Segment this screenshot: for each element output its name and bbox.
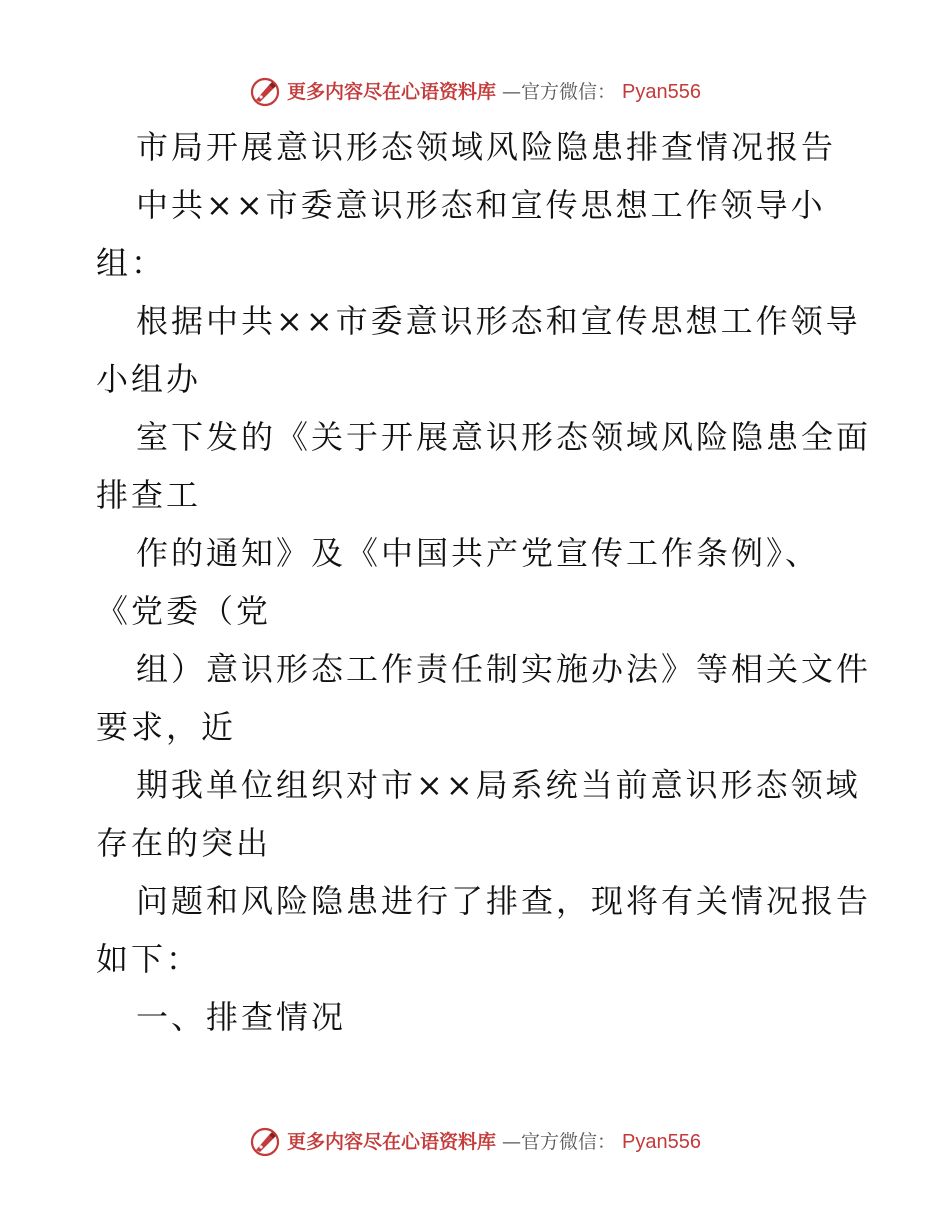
text-line: 期我单位组织对市××局系统当前意识形态领域: [136, 766, 861, 804]
text-line: 排查工: [96, 476, 202, 514]
text-line: 《党委（党: [96, 592, 272, 630]
watermark-wechat-id: Pyan556: [622, 1131, 701, 1153]
text-line: 组）意识形态工作责任制实施办法》等相关文件: [136, 650, 872, 688]
watermark-site-text: 更多内容尽在心语资料库: [287, 1131, 497, 1153]
watermark-wechat-label: —官方微信：: [502, 1131, 617, 1153]
text-line: 要求，近: [96, 708, 237, 746]
text-line: 作的通知》及《中国共产党宣传工作条例》、: [136, 534, 821, 572]
text-line: 存在的突出: [96, 824, 272, 862]
pen-logo-icon: [249, 1126, 281, 1158]
watermark-wechat-label: —官方微信：: [502, 81, 617, 103]
text-line: 组：: [96, 244, 167, 282]
text-line: 小组办: [96, 360, 202, 398]
text-line: 问题和风险隐患进行了排查，现将有关情况报告: [136, 882, 872, 920]
section-heading: 一、排查情况: [136, 998, 347, 1036]
document-body: [96, 118, 872, 1046]
footer-watermark: [0, 1126, 950, 1158]
header-watermark: [0, 76, 950, 108]
text-line: 如下：: [96, 940, 202, 978]
text-line: 室下发的《关于开展意识形态领域风险隐患全面: [136, 418, 872, 456]
document-title: 市局开展意识形态领域风险隐患排查情况报告: [136, 128, 837, 166]
watermark-site-text: 更多内容尽在心语资料库: [287, 81, 497, 103]
text-line: 根据中共××市委意识形态和宣传思想工作领导: [136, 302, 861, 340]
text-line: 中共××市委意识形态和宣传思想工作领导小: [136, 186, 826, 224]
pen-logo-icon: [249, 76, 281, 108]
watermark-wechat-id: Pyan556: [622, 81, 701, 103]
